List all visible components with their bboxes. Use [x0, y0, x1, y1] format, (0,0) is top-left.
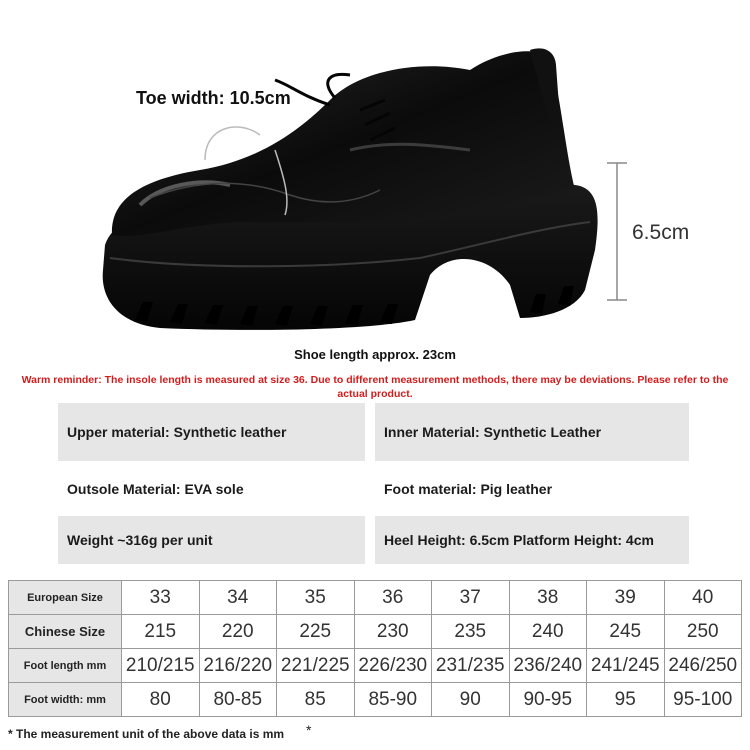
toe-width-label: Toe width: 10.5cm	[136, 88, 291, 108]
footnote-star: *	[306, 722, 312, 738]
row-header: European Size	[9, 581, 122, 615]
table-cell: 36	[354, 581, 432, 615]
table-row	[9, 615, 742, 649]
product-photo	[0, 0, 750, 345]
table-cell: 231/235	[432, 649, 510, 683]
spec-weight: Weight ~316g per unit	[58, 516, 365, 564]
table-cell: 33	[122, 581, 200, 615]
table-cell: 40	[664, 581, 742, 615]
table-cell: 226/230	[354, 649, 432, 683]
table-cell: 240	[509, 615, 587, 649]
table-cell: 246/250	[664, 649, 742, 683]
table-cell: 245	[587, 615, 665, 649]
table-row	[9, 683, 742, 717]
spec-outsole-material: Outsole Material: EVA sole	[67, 481, 244, 497]
table-cell: 39	[587, 581, 665, 615]
spec-heel-height: Heel Height: 6.5cm Platform Height: 4cm	[375, 516, 689, 564]
table-cell: 95	[587, 683, 665, 717]
table-cell: 90	[432, 683, 510, 717]
table-cell: 215	[122, 615, 200, 649]
table-row	[9, 649, 742, 683]
warning-note: Warm reminder: The insole length is measured at size 36. Due to different measurement methods, there may be deviations. Please refer to the actual product.	[21, 374, 729, 400]
table-cell: 80	[122, 683, 200, 717]
table-cell: 90-95	[509, 683, 587, 717]
table-cell: 220	[199, 615, 277, 649]
height-dimension-bar	[607, 163, 627, 300]
table-cell: 80-85	[199, 683, 277, 717]
table-cell: 35	[277, 581, 355, 615]
shoe-length-label: Shoe length approx. 23cm	[294, 347, 456, 362]
shoe-photo	[0, 0, 750, 345]
table-cell: 241/245	[587, 649, 665, 683]
row-header: Foot width: mm	[9, 683, 122, 717]
table-cell: 85-90	[354, 683, 432, 717]
spec-foot-material: Foot material: Pig leather	[384, 481, 553, 497]
table-cell: 216/220	[199, 649, 277, 683]
table-cell: 210/215	[122, 649, 200, 683]
table-cell: 235	[432, 615, 510, 649]
heel-height-label: 6.5cm	[632, 221, 690, 244]
table-cell: 230	[354, 615, 432, 649]
table-cell: 225	[277, 615, 355, 649]
row-header: Chinese Size	[9, 615, 122, 649]
table-cell: 38	[509, 581, 587, 615]
spec-inner-material: Inner Material: Synthetic Leather	[375, 403, 689, 461]
table-cell: 34	[199, 581, 277, 615]
table-cell: 236/240	[509, 649, 587, 683]
row-header: Foot length mm	[9, 649, 122, 683]
spec-upper-material: Upper material: Synthetic leather	[58, 403, 365, 461]
table-cell: 221/225	[277, 649, 355, 683]
table-row	[9, 581, 742, 615]
table-cell: 250	[664, 615, 742, 649]
size-table	[8, 580, 742, 717]
table-cell: 95-100	[664, 683, 742, 717]
table-cell: 85	[277, 683, 355, 717]
table-cell: 37	[432, 581, 510, 615]
footnote: * The measurement unit of the above data is mm	[8, 727, 285, 741]
